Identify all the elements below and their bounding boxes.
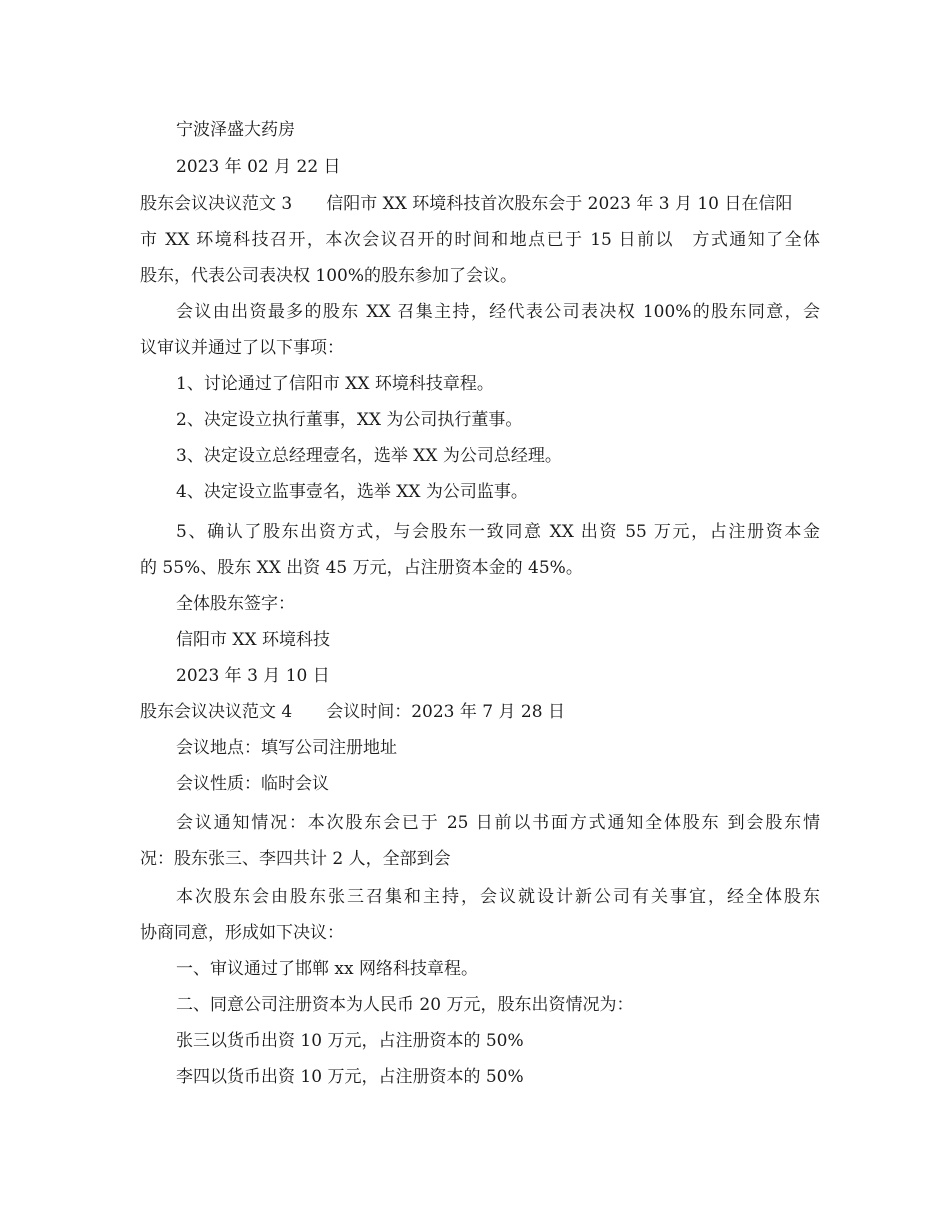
- list-item: 1、讨论通过了信阳市 XX 环境科技章程。: [176, 374, 494, 394]
- section-heading: [140, 189, 820, 219]
- list-item: 5、确认了股东出资方式，与会股东一致同意 XX 出资 55 万元，占注册资本金: [176, 522, 820, 542]
- list-item: 3、决定设立总经理壹名，选举 XX 为公司总经理。: [176, 446, 562, 466]
- list-item: 二、同意公司注册资本为人民币 20 万元，股东出资情况为：: [176, 995, 634, 1015]
- section-heading: [140, 697, 820, 727]
- text-line: 会议通知情况：本次股东会已于 25 日前以书面方式通知全体股东 到会股东情: [176, 813, 820, 833]
- text-line: 市 XX 环境科技召开，本次会议召开的时间和地点已于 15 日前以 方式通知了全体: [140, 230, 820, 250]
- list-item: 一、审议通过了邯郸 xx 网络科技章程。: [176, 959, 478, 979]
- text-line: 会议性质：临时会议: [176, 774, 329, 794]
- list-item: 张三以货币出资 10 万元，占注册资本的 50%: [176, 1031, 524, 1051]
- company-name: 信阳市 XX 环境科技: [176, 630, 331, 650]
- date-line: 2023 年 3 月 10 日: [176, 666, 330, 686]
- text-line: 议审议并通过了以下事项：: [140, 338, 344, 358]
- text-line: 2023 年 02 月 22 日: [176, 157, 341, 177]
- text-line: 本次股东会由股东张三召集和主持，会议就设计新公司有关事宜，经全体股东: [176, 887, 820, 907]
- text-line: 协商同意，形成如下决议：: [140, 923, 344, 943]
- section-heading-title: 股东会议决议范文 4: [140, 702, 293, 722]
- text-line: 的 55%、股东 XX 出资 45 万元，占注册资本金的 45%。: [140, 558, 583, 578]
- signature-label: 全体股东签字：: [176, 594, 295, 614]
- list-item: 李四以货币出资 10 万元，占注册资本的 50%: [176, 1067, 524, 1087]
- text-line: 宁波泽盛大药房: [176, 120, 295, 140]
- section-heading-title: 股东会议决议范文 3: [140, 194, 293, 214]
- text-line: 会议由出资最多的股东 XX 召集主持，经代表公司表决权 100%的股东同意，会: [176, 302, 820, 322]
- text-line: 会议地点：填写公司注册地址: [176, 738, 397, 758]
- text-line: 会议时间：2023 年 7 月 28 日: [326, 702, 565, 722]
- text-line: 信阳市 XX 环境科技首次股东会于 2023 年 3 月 10 日在信阳: [326, 194, 793, 214]
- list-item: 2、决定设立执行董事，XX 为公司执行董事。: [176, 410, 523, 430]
- text-line: 股东，代表公司表决权 100%的股东参加了会议。: [140, 266, 518, 286]
- text-line: 况：股东张三、李四共计 2 人，全部到会: [140, 849, 451, 869]
- list-item: 4、决定设立监事壹名，选举 XX 为公司监事。: [176, 482, 528, 502]
